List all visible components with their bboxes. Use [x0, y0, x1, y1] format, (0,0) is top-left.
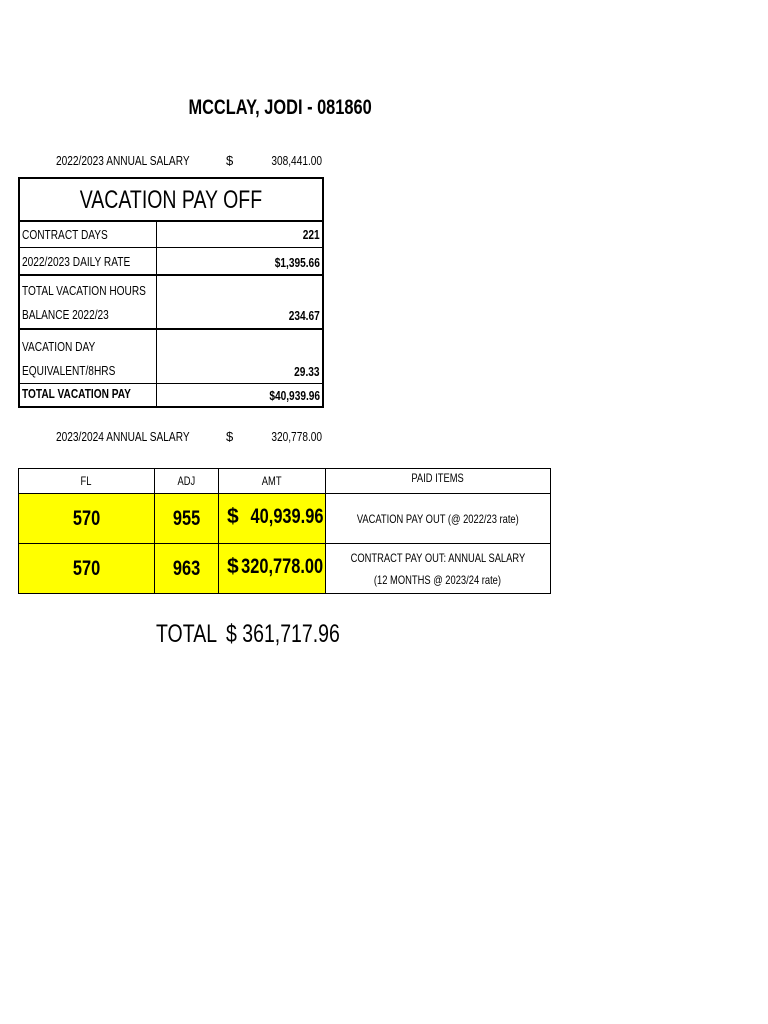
annual-salary-2023-value: 320,778.00: [271, 429, 322, 444]
vacation-row-label: TOTAL VACATION HOURS: [22, 283, 146, 298]
payment-amount-value: 320,778.00: [241, 555, 323, 578]
payment-currency: $: [227, 555, 239, 578]
payment-currency: $: [227, 505, 239, 528]
annual-salary-2022-currency: $: [226, 153, 234, 168]
employee-title-text: MCCLAY, JODI - 081860: [187, 96, 372, 119]
vacation-row-label: 2022/2023 DAILY RATE: [22, 254, 131, 269]
vacation-row-contract-days: [20, 222, 322, 248]
payment-adj: 955: [155, 494, 219, 544]
annual-salary-2023-label: 2023/2024 ANNUAL SALARY: [56, 429, 190, 444]
payment-amount-value: 40,939.96: [250, 505, 323, 528]
header-amt: AMT: [219, 469, 326, 494]
vacation-row-total-pay: [20, 384, 322, 406]
vacation-row-hours-balance: [20, 276, 322, 330]
vacation-row-label: CONTRACT DAYS: [22, 227, 108, 242]
vacation-pay-off-box: [18, 177, 324, 408]
payment-fl: 570: [19, 494, 155, 544]
payment-amount: [219, 494, 326, 544]
payment-row: [19, 494, 551, 544]
vacation-row-value: 29.33: [294, 364, 320, 379]
vacation-row-value: 221: [303, 227, 320, 242]
total-value: $ 361,717.96: [226, 620, 340, 648]
vacation-pay-off-title: VACATION PAY OFF: [20, 179, 322, 222]
payment-amount: [219, 544, 326, 594]
payment-adj: 963: [155, 544, 219, 594]
employee-title: [0, 96, 500, 120]
vacation-row-label: VACATION DAY: [22, 339, 96, 354]
total-label: TOTAL: [156, 620, 218, 648]
vacation-row-label: BALANCE 2022/23: [22, 307, 109, 322]
payments-header-row: [19, 469, 551, 494]
annual-salary-2022-label: 2022/2023 ANNUAL SALARY: [56, 153, 190, 168]
payment-paid-item: CONTRACT PAY OUT: ANNUAL SALARY (12 MONTHS @ 2023/24 rate): [326, 544, 551, 594]
payments-table: [18, 468, 551, 594]
vacation-row-daily-rate: [20, 248, 322, 276]
payment-fl: 570: [19, 544, 155, 594]
vacation-row-day-equivalent: [20, 330, 322, 384]
vacation-row-value: 234.67: [288, 308, 320, 323]
header-fl: FL: [19, 469, 155, 494]
header-paid-items: PAID ITEMS: [326, 469, 551, 494]
annual-salary-2023-currency: $: [226, 429, 234, 444]
vacation-row-value: $40,939.96: [269, 388, 320, 403]
annual-salary-2022-row: [0, 153, 768, 171]
vacation-row-value: $1,395.66: [274, 255, 320, 270]
payment-row: [19, 544, 551, 594]
vacation-row-label: EQUIVALENT/8HRS: [22, 363, 116, 378]
annual-salary-2022-value: 308,441.00: [271, 153, 322, 168]
annual-salary-2023-row: [0, 429, 768, 447]
vacation-row-label: TOTAL VACATION PAY: [22, 386, 131, 401]
payment-paid-item: VACATION PAY OUT (@ 2022/23 rate): [326, 494, 551, 544]
header-adj: ADJ: [155, 469, 219, 494]
